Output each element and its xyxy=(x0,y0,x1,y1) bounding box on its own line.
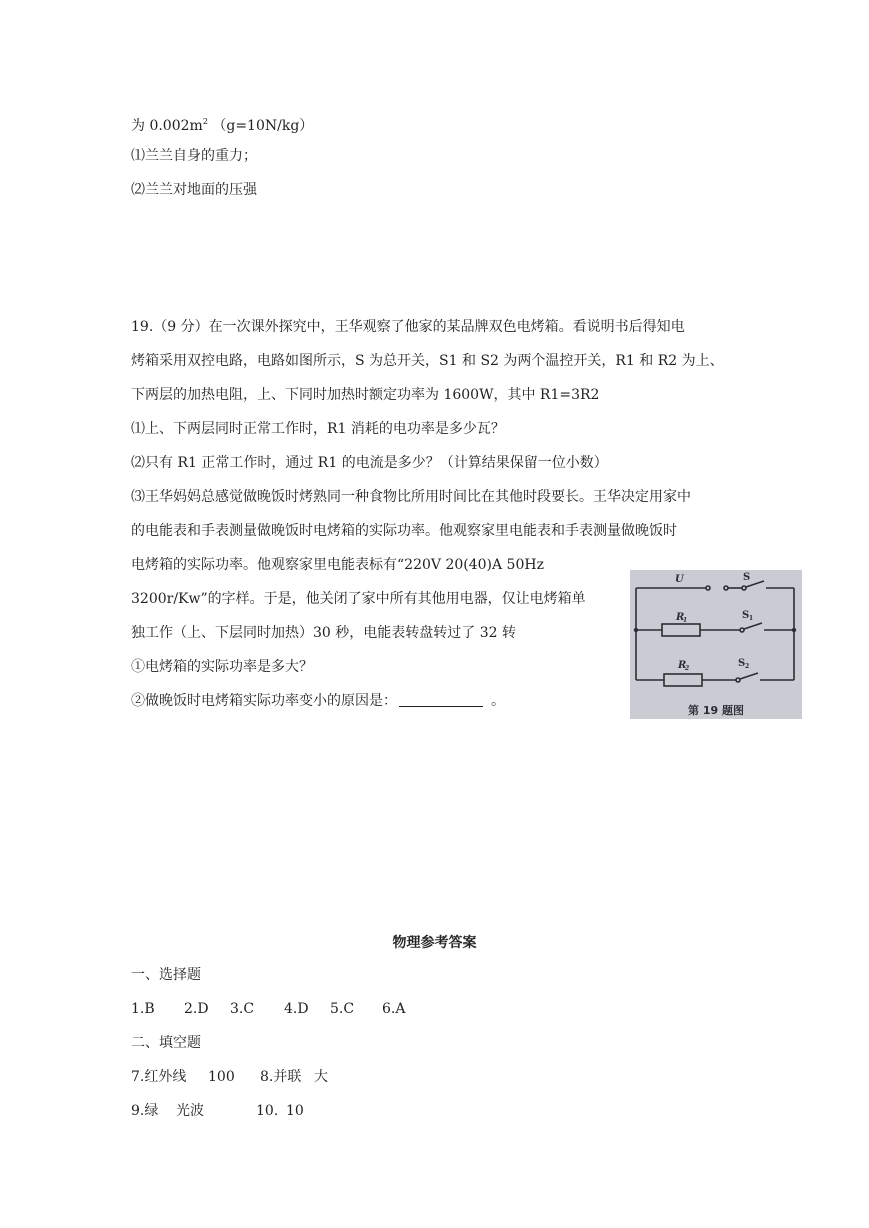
label-r2-sub: 2 xyxy=(685,665,690,672)
label-u: U xyxy=(675,574,684,585)
section-fill-heading: 二、填空题 xyxy=(131,1035,201,1051)
q19-line-9: 3200r/Kw”的字样。于是，他关闭了家中所有其他用电器，仅让电烤箱单 xyxy=(131,591,586,607)
circuit-svg xyxy=(630,570,802,719)
q19-line-7: 的电能表和手表测量做晚饭时电烤箱的实际功率。他观察家里电能表和手表测量做晚饭时 xyxy=(131,523,677,539)
q19-line-12 xyxy=(131,692,505,710)
answer-key-title: 物理参考答案 xyxy=(392,935,477,951)
source-terminal-right xyxy=(724,586,728,590)
switch-s1-blade xyxy=(744,623,762,629)
fill-answer: 7.红外线 xyxy=(131,1069,187,1085)
fill-answers-row-2 xyxy=(131,1102,304,1120)
q19-line-4: ⑴上、下两层同时正常工作时，R1 消耗的电功率是多少瓦？ xyxy=(131,421,505,437)
junction-left xyxy=(634,628,638,632)
source-terminal-left xyxy=(706,586,710,590)
fill-answer: 10. xyxy=(256,1103,279,1119)
switch-s2-blade xyxy=(740,673,758,679)
q18-given-area xyxy=(131,113,313,135)
choice-answer: 3.C xyxy=(230,1001,255,1017)
fill-answer: 光波 xyxy=(176,1103,204,1119)
fill-answer: 8.并联 xyxy=(260,1069,302,1085)
answer-blank xyxy=(399,692,483,707)
switch-s2-pivot xyxy=(736,678,740,682)
q19-line-1: 19.（9 分）在一次课外探究中，王华观察了他家的某品牌双色电烤箱。看说明书后得知电 xyxy=(131,319,685,335)
label-r2: R xyxy=(678,660,687,671)
choice-answer: 1.B xyxy=(131,1001,155,1017)
choice-answer: 4.D xyxy=(284,1001,309,1017)
resistor-r2 xyxy=(664,674,702,686)
fill-answer: 10 xyxy=(286,1103,304,1119)
fill-answer: 100 xyxy=(208,1069,235,1085)
q19-line-11: ①电烤箱的实际功率是多大？ xyxy=(131,659,313,675)
resistor-r1 xyxy=(662,624,700,636)
circuit-diagram xyxy=(630,570,802,719)
fill-answer: 9.绿 xyxy=(131,1103,159,1119)
fill-answer: 大 xyxy=(314,1069,328,1085)
section-choice-heading: 一、选择题 xyxy=(131,967,201,983)
q18-area-exponent: 2 xyxy=(202,117,208,126)
label-s1: S xyxy=(742,610,750,621)
label-s2: S xyxy=(738,658,746,669)
q19-line-2: 烤箱采用双控电路，电路如图所示，S 为总开关，S1 和 S2 为两个温控开关，R1 和 R2 为上、 xyxy=(131,353,724,369)
choice-answers-row xyxy=(131,1000,405,1018)
switch-s-pivot xyxy=(742,586,746,590)
fill-answers-row-1 xyxy=(131,1068,328,1086)
q18-area-text: 为 0.002m xyxy=(131,118,203,134)
q19-last-period: 。 xyxy=(491,693,505,709)
choice-answer: 6.A xyxy=(382,1001,406,1017)
q19-line-8: 电烤箱的实际功率。他观察家里电能表标有“220V 20(40)A 50Hz xyxy=(131,557,544,573)
label-r1-sub: 1 xyxy=(683,617,688,624)
q18-gravity-constant: （g=10N/kg） xyxy=(212,118,314,134)
choice-answer: 5.C xyxy=(330,1001,355,1017)
q18-sub1: ⑴兰兰自身的重力； xyxy=(131,148,257,164)
junction-right xyxy=(792,628,796,632)
q19-line-3: 下两层的加热电阻，上、下同时加热时额定功率为 1600W，其中 R1=3R2 xyxy=(131,387,600,403)
label-s: S xyxy=(743,572,751,583)
label-s1-sub: 1 xyxy=(749,615,754,622)
choice-answer: 2.D xyxy=(184,1001,209,1017)
label-r1: R xyxy=(676,612,685,623)
figure-caption: 第 19 题图 xyxy=(688,704,744,717)
switch-s1-pivot xyxy=(740,628,744,632)
q19-line-6: ⑶王华妈妈总感觉做晚饭时烤熟同一种食物比所用时间比在其他时段要长。王华决定用家中 xyxy=(131,489,691,505)
q19-line-5: ⑵只有 R1 正常工作时，通过 R1 的电流是多少？（计算结果保留一位小数） xyxy=(131,455,608,471)
q19-last-prompt: ②做晚饭时电烤箱实际功率变小的原因是： xyxy=(131,693,397,709)
label-s2-sub: 2 xyxy=(745,663,750,670)
q19-line-10: 独工作（上、下层同时加热）30 秒，电能表转盘转过了 32 转 xyxy=(131,625,516,641)
q18-sub2: ⑵兰兰对地面的压强 xyxy=(131,182,257,198)
